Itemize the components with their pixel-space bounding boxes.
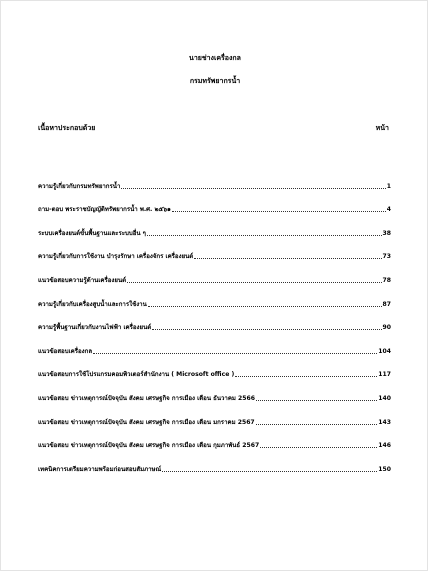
toc-entry	[38, 191, 391, 215]
toc-entry	[38, 285, 391, 309]
document-title: นายช่างเครื่องกล	[189, 54, 241, 62]
toc-entry	[38, 214, 391, 238]
toc-entry-page: 4	[386, 206, 391, 214]
dot-leader	[260, 446, 377, 448]
toc-entry-label: เทคนิคการเตรียมความพร้อมก่อนสอบสัมภาษณ์	[38, 465, 162, 473]
dot-leader	[162, 470, 377, 472]
toc-entry	[38, 356, 391, 380]
page-column-label: หน้า	[375, 124, 389, 132]
toc-entry-label: ความรู้เกี่ยวกับเครื่องสูบน้ำและการใช้งาน	[38, 300, 147, 308]
toc-entry-page: 73	[382, 253, 391, 261]
toc-entry-label: แนวข้อสอบการใช้โปรแกรมคอมพิวเตอร์สำนักงาน ( Microsoft office )	[38, 371, 235, 379]
toc-entry-page: 140	[378, 394, 391, 402]
dot-leader	[121, 187, 385, 189]
toc-entry	[38, 261, 391, 285]
dot-leader	[172, 210, 386, 212]
toc-entry	[38, 309, 391, 333]
table-of-contents	[38, 167, 391, 474]
toc-entry	[38, 167, 391, 191]
toc-entry-label: แนวข้อสอบ ข่าวเหตุการณ์ปัจจุบัน สังคม เศรษฐกิจ การเมือง เดือน ธันวาคม 2566	[38, 394, 256, 402]
toc-entry-label: ความรู้เกี่ยวกับการใช้งาน บำรุงรักษา เครื่องจักร เครื่องยนต์	[38, 253, 194, 261]
dot-leader	[147, 234, 382, 236]
toc-entry	[38, 450, 391, 474]
dot-leader	[194, 257, 381, 259]
toc-entry-label: แนวข้อสอบความรู้ด้านเครื่องยนต์	[38, 276, 127, 284]
toc-entry-label: ถาม-ตอบ พระราชบัญญัติทรัพยากรน้ำ พ.ศ. ๒๕๖๑	[38, 206, 171, 214]
toc-entry-label: แนวข้อสอบเครื่องกล	[38, 347, 93, 355]
toc-entry-page: 78	[382, 276, 391, 284]
toc-entry-page: 143	[378, 418, 391, 426]
dot-leader	[93, 352, 377, 354]
toc-entry-page: 104	[378, 347, 391, 355]
contents-label: เนื้อหาประกอบด้วย	[38, 124, 96, 132]
dot-leader	[152, 328, 381, 330]
toc-entry-page: 87	[382, 300, 391, 308]
toc-entry-label: ความรู้พื้นฐานเกี่ยวกับงานไฟฟ้า เครื่องยนต์	[38, 324, 152, 332]
document-subtitle: กรมทรัพยากรน้ำ	[189, 77, 241, 85]
toc-entry	[38, 403, 391, 427]
toc-entry	[38, 332, 391, 356]
dot-leader	[127, 281, 381, 283]
toc-entry-page: 90	[382, 324, 391, 332]
toc-entry-label: ความรู้เกี่ยวกับกรมทรัพยากรน้ำ	[38, 182, 121, 190]
toc-entry-label: ระบบเครื่องยนต์ขั้นพื้นฐานและระบบอื่น ๆ	[38, 229, 146, 237]
dot-leader	[148, 305, 382, 307]
toc-entry-page: 38	[382, 229, 391, 237]
contents-header	[38, 124, 389, 133]
toc-entry-page: 150	[378, 465, 391, 473]
toc-entry	[38, 379, 391, 403]
toc-entry	[38, 427, 391, 451]
dot-leader	[256, 423, 378, 425]
toc-entry-label: แนวข้อสอบ ข่าวเหตุการณ์ปัจจุบัน สังคม เศรษฐกิจ การเมือง เดือน มกราคม 2567	[38, 418, 255, 426]
toc-entry-page: 146	[378, 442, 391, 450]
dot-leader	[235, 375, 377, 377]
toc-entry-page: 117	[378, 371, 391, 379]
dot-leader	[256, 399, 377, 401]
toc-entry-page: 1	[386, 182, 391, 190]
toc-entry	[38, 238, 391, 262]
toc-entry-label: แนวข้อสอบ ข่าวเหตุการณ์ปัจจุบัน สังคม เศรษฐกิจ การเมือง เดือน กุมภาพันธ์ 2567	[38, 442, 260, 450]
